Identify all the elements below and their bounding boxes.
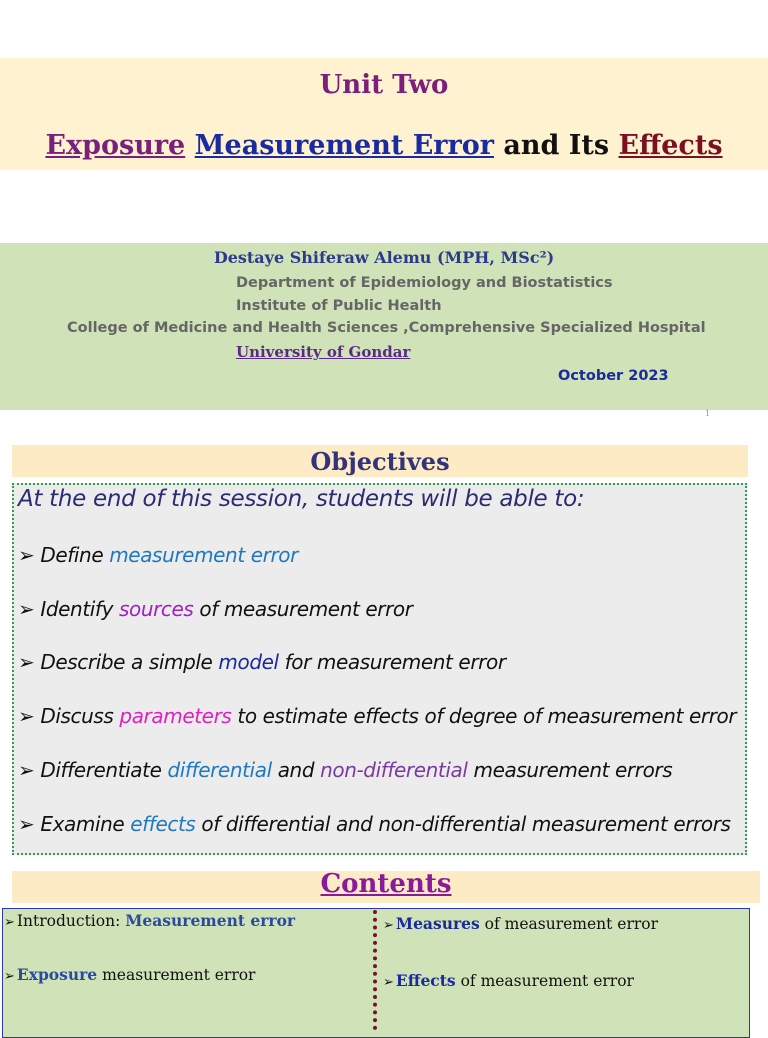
arrow-bullet-icon: ➢ — [18, 812, 35, 836]
arrow-bullet-icon: ➢ — [18, 758, 35, 782]
arrow-bullet-icon: ➢ — [4, 969, 15, 984]
main-title — [0, 130, 768, 161]
arrow-bullet-icon: ➢ — [383, 975, 394, 990]
title-exposure: Exposure — [45, 130, 186, 161]
unit-title: Unit Two — [319, 70, 449, 100]
arrow-bullet-icon: ➢ — [18, 650, 35, 674]
author-name: Destaye Shiferaw Alemu (MPH, MSc²) — [213, 248, 555, 267]
title-and-its: and Its — [503, 130, 610, 161]
arrow-bullet-icon: ➢ — [4, 915, 15, 930]
objective-item: ➢ Describe a simple model for measurement error — [18, 650, 506, 674]
page-number: 1 — [705, 409, 711, 418]
objective-item: ➢ Define measurement error — [18, 543, 298, 567]
title-measurement-error: Measurement Error — [194, 130, 494, 161]
contents-item: ➢ Measures of measurement error — [383, 914, 659, 933]
column-divider — [373, 910, 377, 1030]
objectives-title: Objectives — [310, 447, 450, 476]
institute: Institute of Public Health — [236, 298, 442, 314]
contents-item: ➢ Exposure measurement error — [4, 965, 256, 984]
contents-item: ➢ Effects of measurement error — [383, 971, 634, 990]
college: College of Medicine and Health Sciences ,Comprehensive Specialized Hospital — [67, 320, 706, 336]
arrow-bullet-icon: ➢ — [18, 597, 35, 621]
objective-item: ➢ Discuss parameters to estimate effects of degree of measurement error — [18, 704, 737, 728]
arrow-bullet-icon: ➢ — [383, 918, 394, 933]
contents-title: Contents — [320, 869, 452, 899]
arrow-bullet-icon: ➢ — [18, 543, 35, 567]
department: Department of Epidemiology and Biostatistics — [236, 275, 613, 291]
objective-item: ➢ Differentiate differential and non-differential measurement errors — [18, 758, 673, 782]
title-effects: Effects — [618, 130, 723, 161]
arrow-bullet-icon: ➢ — [18, 704, 35, 728]
objective-item: ➢ Identify sources of measurement error — [18, 597, 413, 621]
contents-item: ➢ Introduction: Measurement error — [4, 911, 296, 930]
presentation-date: October 2023 — [558, 368, 669, 384]
university-link[interactable]: University of Gondar — [236, 343, 411, 361]
objective-item: ➢ Examine effects of differential and non-differential measurement errors — [18, 812, 731, 836]
objectives-intro: At the end of this session, students will be able to: — [18, 486, 585, 512]
